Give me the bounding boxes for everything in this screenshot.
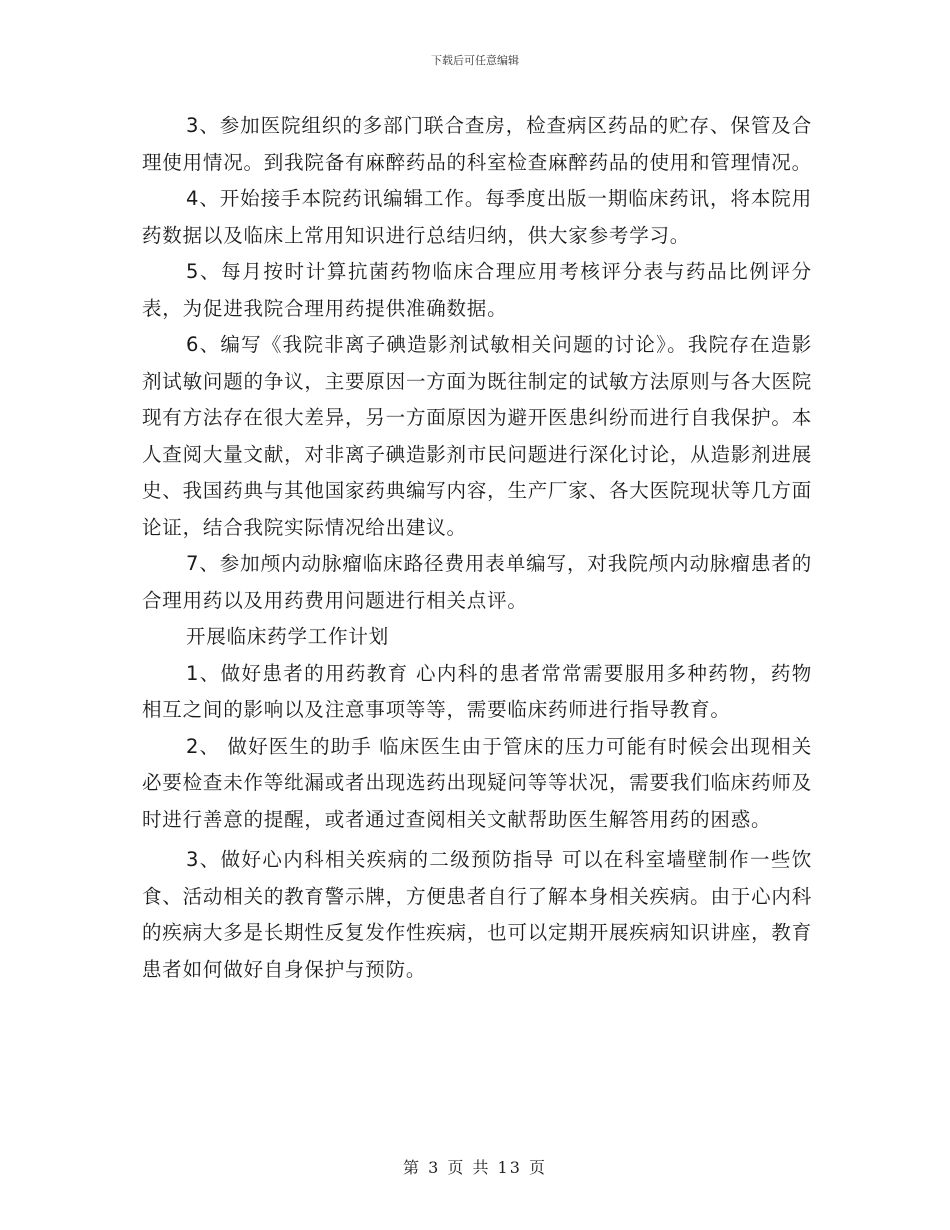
plan-item-1: 1、做好患者的用药教育 心内科的患者常常需要服用多种药物，药物相互之间的影响以及注意事项等等，需要临床药师进行指导教育。 (142, 661, 812, 721)
page-number-footer: 第 3 页 共 13 页 (403, 1158, 547, 1177)
plan-item-3: 3、做好心内科相关疾病的二级预防指导 可以在科室墙壁制作一些饮食、活动相关的教育警示牌，方便患者自行了解本身相关疾病。由于心内科的疾病大多是长期性反复发作性疾病，也可以定期开展疾病知识讲座，教育患者如何做好自身保护与预防。 (142, 848, 812, 981)
paragraph-item-6: 6、编写《我院非离子碘造影剂试敏相关问题的讨论》。我院存在造影剂试敏问题的争议，主要原因一方面为既往制定的试敏方法原则与各大医院现有方法存在很大差异，另一方面原因为避开医患纠纷而进行自我保护。本人查阅大量文献，对非离子碘造影剂市民问题进行深化讨论，从造影剂进展史、我国药典与其他国家药典编写内容，生产厂家、各大医院现状等几方面论证，结合我院实际情况给出建议。 (142, 333, 812, 539)
paragraph-item-7: 7、参加颅内动脉瘤临床路径费用表单编写，对我院颅内动脉瘤患者的合理用药以及用药费用问题进行相关点评。 (142, 552, 812, 612)
paragraph-item-5: 5、每月按时计算抗菌药物临床合理应用考核评分表与药品比例评分表，为促进我院合理用药提供准确数据。 (142, 260, 812, 320)
section-heading: 开展临床药学工作计划 (186, 625, 390, 648)
plan-item-2: 2、 做好医生的助手 临床医生由于管床的压力可能有时候会出现相关必要检查未作等纰漏或者出现选药出现疑问等等状况，需要我们临床药师及时进行善意的提醒，或者通过查阅相关文献帮助医生解答用药的困惑。 (142, 734, 812, 831)
page-header: 下载后可任意编辑 (431, 54, 519, 67)
document-body (142, 108, 812, 988)
paragraph-item-4: 4、开始接手本院药讯编辑工作。每季度出版一期临床药讯，将本院用药数据以及临床上常用知识进行总结归纳，供大家参考学习。 (142, 187, 812, 247)
paragraph-item-3: 3、参加医院组织的多部门联合查房，检查病区药品的贮存、保管及合理使用情况。到我院备有麻醉药品的科室检查麻醉药品的使用和管理情况。 (142, 114, 812, 174)
